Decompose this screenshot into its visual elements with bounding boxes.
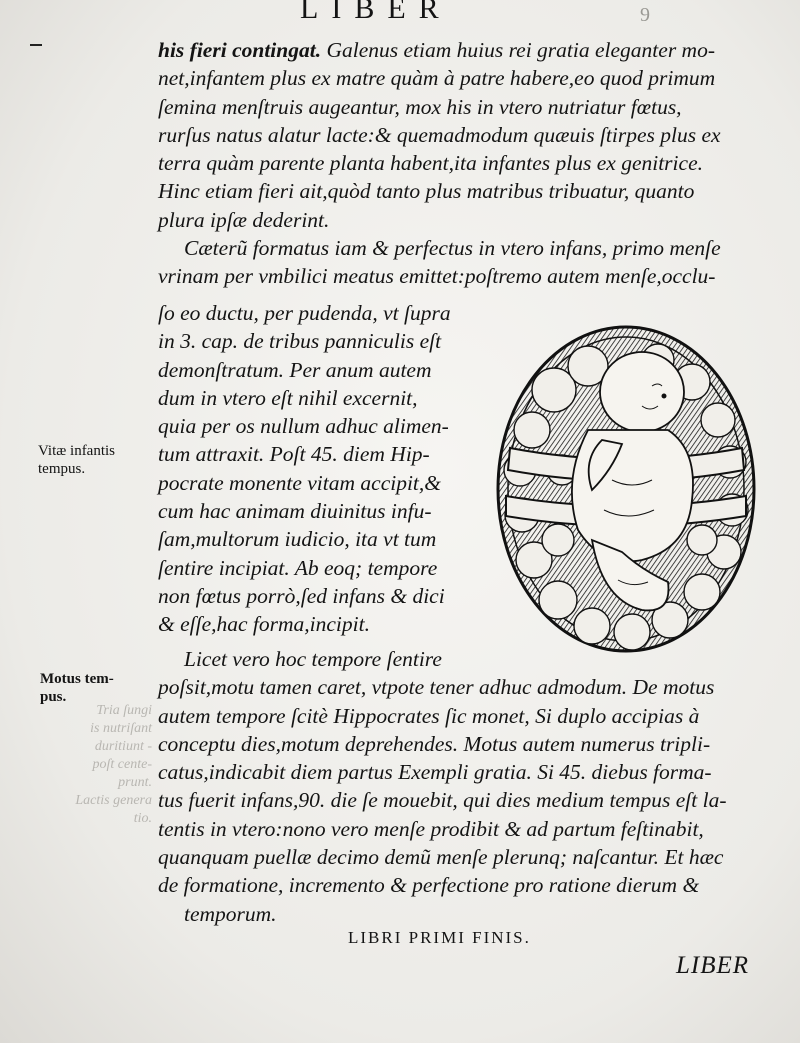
text-line: & eſſe,hac forma,incipit. xyxy=(158,612,370,637)
bleed-line: duritiunt - xyxy=(94,739,152,754)
paragraph-1 xyxy=(158,36,770,291)
text-line: rurſus natus alatur lacte:& quemadmodum quæuis ſtirpes plus ex xyxy=(158,122,721,147)
bold-lead: his fieri contingat. xyxy=(158,38,322,62)
bleed-line: tio. xyxy=(133,811,152,826)
text-line: cum hac animam diuinitus infu- xyxy=(158,499,432,524)
text-line: autem tempore ſcitè Hippocrates ſic monet, Si duplo accipias à xyxy=(158,703,700,728)
text-line: temporum. xyxy=(184,901,277,926)
text-line: demonſtratum. Per anum autem xyxy=(158,357,432,382)
bleed-line: poſt cente- xyxy=(92,757,152,772)
text-line: in 3. cap. de tribus panniculis eſt xyxy=(158,329,442,354)
text-line: plura ipſæ dederint. xyxy=(158,207,330,232)
catchword: LIBER xyxy=(676,952,750,979)
text-line: tum attraxit. Poſt 45. diem Hip- xyxy=(158,442,430,467)
text-line: dum in vtero eſt nihil excernit, xyxy=(158,385,418,410)
text-line: poſsit,motu tamen caret, vtpote tener adhuc admodum. De motus xyxy=(158,675,715,700)
bleed-line: Lactis genera xyxy=(75,793,152,808)
paragraph-2-narrow xyxy=(158,299,478,639)
margin-note-line: Vitæ infantis xyxy=(38,443,116,459)
line-text: Galenus etiam huius rei gratia eleganter mo- xyxy=(321,38,715,62)
text-line: terra quàm parente planta habent,ita infantes plus ex genitrice. xyxy=(158,151,703,176)
margin-note-line: Motus tem- xyxy=(40,671,114,687)
margin-note-line: pus. xyxy=(40,689,67,705)
text-line: net,infantem plus ex matre quàm à patre habere,eo quod primum xyxy=(158,66,716,91)
text-line: Hinc etiam fieri ait,quòd tanto plus matribus tribuatur, quanto xyxy=(158,179,695,204)
text-line: tus fuerit infans,90. die ſe mouebit, qui dies medium tempus eſt la- xyxy=(158,788,727,813)
bleed-line: is nutriſant xyxy=(90,721,152,736)
text-line: quanquam puellæ decimo demũ menſe plerunq; naſcantur. Et hæc xyxy=(158,845,724,870)
text-line: ſo eo ductu, per pudenda, vt ſupra xyxy=(158,301,451,325)
finis-line: LIBRI PRIMI FINIS. xyxy=(348,928,531,947)
margin-note-line: tempus. xyxy=(38,461,86,477)
fetus-in-womb-woodcut-icon xyxy=(492,320,760,658)
bleed-line: Tria ſungi xyxy=(96,703,152,718)
text-line: conceptu dies,motum deprehendes. Motus autem numerus tripli- xyxy=(158,731,711,756)
folio-number: 9 xyxy=(640,4,650,26)
text-line: catus,indicabit diem partus Exempli gratia. Si 45. diebus forma- xyxy=(158,760,712,785)
text-line: quia per os nullum adhuc alimen- xyxy=(158,414,449,439)
margin-dash xyxy=(30,44,42,46)
text-line: ſam,multorum iudicio, ita vt tum xyxy=(158,527,437,552)
text-line: non fœtus porrò,ſed infans & dici xyxy=(158,583,445,608)
bleed-through-text xyxy=(62,702,152,828)
text-line: Cæterũ formatus iam & perfectus in vtero infans, primo menſe xyxy=(184,236,721,261)
text-line: de formatione, incremento & perfectione pro ratione dierum & xyxy=(158,873,700,898)
text-line xyxy=(158,36,770,64)
margin-note-vitae xyxy=(38,442,115,478)
margin-note-motus xyxy=(40,670,114,706)
running-title: LIBER xyxy=(300,0,452,25)
text-line: ſemina menſtruis augeantur, mox his in vtero nutriatur fœtus, xyxy=(158,94,682,119)
text-line: vrinam per vmbilici meatus emittet:poſtremo autem menſe,occlu- xyxy=(158,264,716,289)
text-line: ſentire incipiat. Ab eoq; tempore xyxy=(158,555,438,580)
text-line: tentis in vtero:nono vero menſe prodibit & ad partum feſtinabit, xyxy=(158,816,704,841)
text-line: Licet vero hoc tempore ſentire xyxy=(184,647,442,671)
paragraph-3 xyxy=(158,645,770,928)
bleed-line: prunt. xyxy=(118,775,152,790)
text-line: pocrate monente vitam accipit,& xyxy=(158,470,442,495)
